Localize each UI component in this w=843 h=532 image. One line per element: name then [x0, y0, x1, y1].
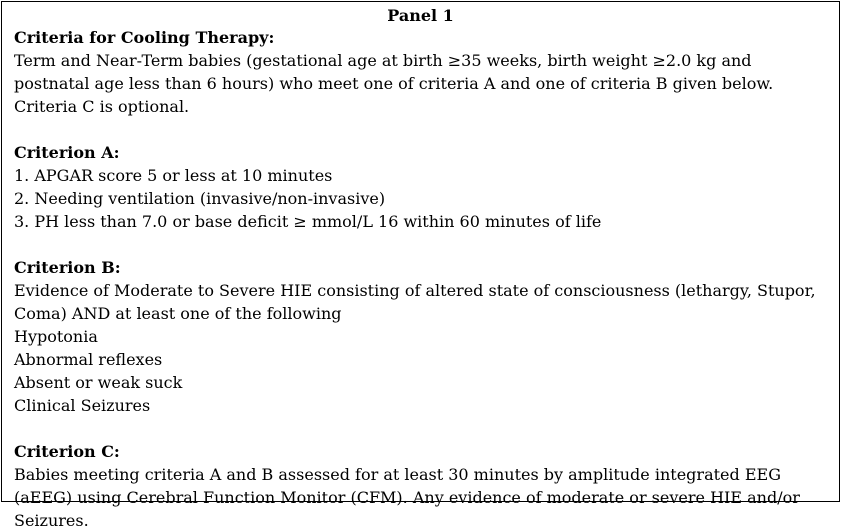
criterion-c-text: Babies meeting criteria A and B assessed for at least 30 minutes by amplitude integrated EEG (aEEG) using Cerebral Function Monitor (CFM). Any evidence of moderate or severe HIE and/or Seizures.	[14, 465, 800, 530]
criterion-b-heading: Criterion B:	[14, 258, 121, 277]
criterion-a-item: 3. PH less than 7.0 or base deficit ≥ mmol/L 16 within 60 minutes of life	[14, 212, 602, 231]
section-spacer	[14, 417, 831, 440]
section-spacer	[14, 118, 831, 141]
criterion-c-heading: Criterion C:	[14, 442, 120, 461]
criterion-a-item: 1. APGAR score 5 or less at 10 minutes	[14, 166, 333, 185]
panel-content	[14, 26, 831, 532]
criterion-b-item: Hypotonia	[14, 327, 98, 346]
criterion-b-item: Absent or weak suck	[14, 373, 183, 392]
criteria-heading: Criteria for Cooling Therapy:	[14, 28, 275, 47]
criterion-b-item: Abnormal reflexes	[14, 350, 163, 369]
criterion-a-item: 2. Needing ventilation (invasive/non-invasive)	[14, 189, 386, 208]
criterion-b-text: Evidence of Moderate to Severe HIE consisting of altered state of consciousness (lethargy, Stupor, Coma) AND at least one of the following	[14, 281, 816, 323]
criteria-intro-text: Term and Near-Term babies (gestational age at birth ≥35 weeks, birth weight ≥2.0 kg and postnatal age less than 6 hours) who meet one of criteria A and one of criteria B given below. Criteria C is optional.	[14, 51, 774, 116]
panel-box	[1, 1, 840, 530]
section-spacer	[14, 233, 831, 256]
criterion-a-heading: Criterion A:	[14, 143, 120, 162]
panel-title: Panel 1	[387, 6, 454, 25]
criterion-b-item: Clinical Seizures	[14, 396, 151, 415]
